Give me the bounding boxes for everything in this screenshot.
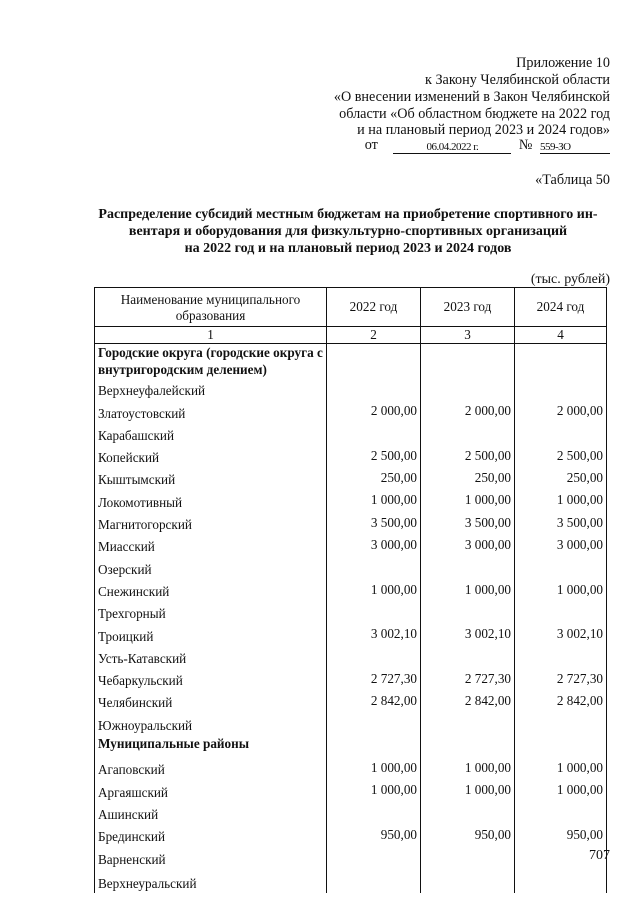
amount-2023: 1 000,00 (421, 489, 515, 511)
amount-2024: 3 002,10 (515, 623, 607, 645)
amount-2024: 250,00 (515, 467, 607, 489)
header-2022: 2022 год (327, 288, 421, 327)
header-2024: 2024 год (515, 288, 607, 327)
appendix-line-5: и на плановый период 2023 и 2024 годов» (357, 122, 610, 138)
column-number: 2 (327, 327, 421, 344)
amount-2024 (515, 869, 607, 893)
amount-2023: 1 000,00 (421, 779, 515, 801)
amount-2024: 3 500,00 (515, 512, 607, 534)
appendix-line-2: к Закону Челябинской области (425, 72, 610, 88)
amount-2022: 250,00 (327, 467, 421, 489)
table-row (95, 802, 607, 824)
amount-2023 (421, 646, 515, 668)
page-number: 707 (589, 848, 610, 863)
amount-2024 (515, 344, 607, 379)
municipality-name: Копейский (95, 445, 327, 467)
amount-2022: 950,00 (327, 824, 421, 846)
amount-2023 (421, 423, 515, 445)
from-label: от (364, 137, 378, 153)
amount-2024 (515, 735, 607, 757)
amount-2023 (421, 735, 515, 757)
column-number: 4 (515, 327, 607, 344)
document-title (92, 206, 604, 257)
table-row (95, 579, 607, 601)
table-header-row (95, 288, 607, 327)
municipality-name: Ашинский (95, 802, 327, 824)
table-row (95, 757, 607, 779)
title-line-1: Распределение субсидий местным бюджетам на приобретение спортивного ин- (98, 207, 598, 222)
municipality-name: Кыштымский (95, 467, 327, 489)
amount-2023: 2 727,30 (421, 668, 515, 690)
municipality-name: Брединский (95, 824, 327, 846)
column-number: 1 (95, 327, 327, 344)
amount-2022 (327, 846, 421, 868)
table-row (95, 690, 607, 712)
amount-2024: 2 500,00 (515, 445, 607, 467)
table-row (95, 534, 607, 556)
amount-2022: 2 842,00 (327, 690, 421, 712)
amount-2022: 1 000,00 (327, 579, 421, 601)
amount-2022 (327, 378, 421, 400)
amount-2023: 250,00 (421, 467, 515, 489)
table-row (95, 601, 607, 623)
municipality-name: Верхнеуральский (95, 869, 327, 893)
amount-2023: 3 000,00 (421, 534, 515, 556)
table-row (95, 556, 607, 578)
amount-2023: 1 000,00 (421, 757, 515, 779)
municipality-name: Усть-Катавский (95, 646, 327, 668)
municipality-name: Чебаркульский (95, 668, 327, 690)
amount-2023: 2 500,00 (421, 445, 515, 467)
table-row (95, 869, 607, 893)
table-label: «Таблица 50 (535, 172, 610, 188)
amount-2024: 3 000,00 (515, 534, 607, 556)
municipality-name: Снежинский (95, 579, 327, 601)
amount-2022 (327, 646, 421, 668)
table-row (95, 646, 607, 668)
amount-2022: 1 000,00 (327, 757, 421, 779)
header-2023: 2023 год (421, 288, 515, 327)
amount-2024: 1 000,00 (515, 579, 607, 601)
amount-2022 (327, 601, 421, 623)
law-date-number-line (365, 137, 610, 153)
amount-2023: 950,00 (421, 824, 515, 846)
municipality-name: Челябинский (95, 690, 327, 712)
table-row (95, 668, 607, 690)
municipality-name: Верхнеуфалейский (95, 378, 327, 400)
header-name: Наименование муниципального образования (95, 288, 327, 327)
appendix-line-4: области «Об областном бюджете на 2022 год (339, 106, 610, 122)
amount-2023 (421, 556, 515, 578)
amount-2023: 2 000,00 (421, 400, 515, 422)
amount-2023 (421, 378, 515, 400)
municipality-name: Златоустовский (95, 400, 327, 422)
municipality-name: Аргаяшский (95, 779, 327, 801)
amount-2023 (421, 344, 515, 379)
amount-2024 (515, 646, 607, 668)
amount-2022 (327, 735, 421, 757)
amount-2022: 2 727,30 (327, 668, 421, 690)
table-row (95, 445, 607, 467)
municipality-name: Агаповский (95, 757, 327, 779)
amount-2022 (327, 869, 421, 893)
amount-2022 (327, 712, 421, 734)
title-line-3: на 2022 год и на плановый период 2023 и 2024 годов (184, 241, 512, 256)
amount-2022 (327, 344, 421, 379)
amount-2022: 2 500,00 (327, 445, 421, 467)
municipality-name: Южноуральский (95, 712, 327, 734)
amount-2022 (327, 423, 421, 445)
table-row (95, 623, 607, 645)
table-row (95, 489, 607, 511)
law-number: 559-ЗО (540, 141, 610, 154)
table-row (95, 378, 607, 400)
municipality-name: Локомотивный (95, 489, 327, 511)
amount-2024: 2 000,00 (515, 400, 607, 422)
group-heading: Городские округа (городские округа с внутригородским делением) (95, 344, 327, 379)
amount-2023 (421, 601, 515, 623)
amount-2024 (515, 556, 607, 578)
municipality-name: Варненский (95, 846, 327, 868)
amount-2024: 1 000,00 (515, 757, 607, 779)
amount-2024: 1 000,00 (515, 779, 607, 801)
municipality-name: Троицкий (95, 623, 327, 645)
table-row (95, 344, 607, 379)
table-row (95, 400, 607, 422)
amount-2024 (515, 423, 607, 445)
amount-2024: 2 727,30 (515, 668, 607, 690)
amount-2022: 3 002,10 (327, 623, 421, 645)
table-row (95, 735, 607, 757)
amount-2022 (327, 556, 421, 578)
column-number-row (95, 327, 607, 344)
amount-2022: 1 000,00 (327, 779, 421, 801)
amount-2023: 3 002,10 (421, 623, 515, 645)
table-row (95, 846, 607, 868)
amount-2023 (421, 712, 515, 734)
subsidy-table (94, 287, 607, 893)
title-line-2: вентаря и оборудования для физкультурно-спортивных организаций (128, 224, 568, 239)
amount-2024 (515, 712, 607, 734)
amount-2023: 1 000,00 (421, 579, 515, 601)
table-row (95, 512, 607, 534)
units-label: (тыс. рублей) (530, 272, 610, 287)
amount-2023: 2 842,00 (421, 690, 515, 712)
municipality-name: Магнитогорский (95, 512, 327, 534)
table-row (95, 779, 607, 801)
amount-2022: 3 500,00 (327, 512, 421, 534)
law-date: 06.04.2022 г. (393, 141, 511, 154)
appendix-line-1: Приложение 10 (516, 55, 610, 71)
amount-2023 (421, 802, 515, 824)
amount-2024: 2 842,00 (515, 690, 607, 712)
amount-2023: 3 500,00 (421, 512, 515, 534)
amount-2022 (327, 802, 421, 824)
table-row (95, 712, 607, 734)
municipality-name: Озерский (95, 556, 327, 578)
group-heading: Муниципальные районы (95, 735, 327, 757)
table-row (95, 467, 607, 489)
municipality-name: Карабашский (95, 423, 327, 445)
appendix-line-3: «О внесении изменений в Закон Челябинской (333, 89, 610, 105)
amount-2024 (515, 378, 607, 400)
number-label: № (518, 137, 533, 153)
table-row (95, 423, 607, 445)
amount-2022: 1 000,00 (327, 489, 421, 511)
amount-2023 (421, 846, 515, 868)
column-number: 3 (421, 327, 515, 344)
amount-2024 (515, 601, 607, 623)
amount-2024: 950,00 (515, 824, 607, 846)
amount-2024 (515, 802, 607, 824)
amount-2023 (421, 869, 515, 893)
municipality-name: Трехгорный (95, 601, 327, 623)
municipality-name: Миасский (95, 534, 327, 556)
table-row (95, 824, 607, 846)
amount-2024: 1 000,00 (515, 489, 607, 511)
amount-2022: 3 000,00 (327, 534, 421, 556)
amount-2022: 2 000,00 (327, 400, 421, 422)
